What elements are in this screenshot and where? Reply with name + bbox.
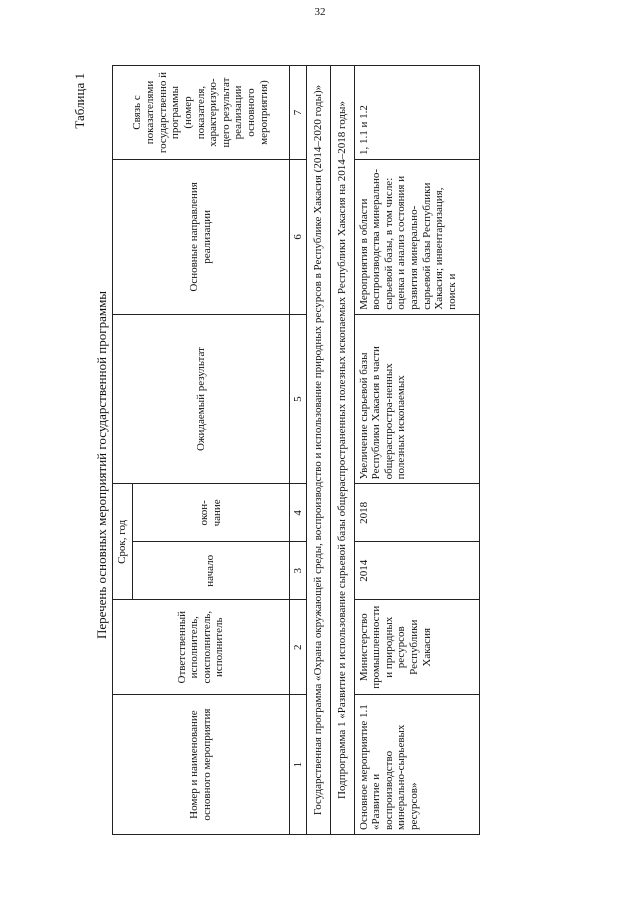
col-number: 1 xyxy=(289,694,307,834)
header-col5: Ожидаемый результат xyxy=(113,314,290,484)
header-col2: Ответственный исполнитель, соисполнитель, исполнитель xyxy=(113,599,290,694)
header-row xyxy=(113,65,133,834)
responsible-executor: Министерство промышленности и природных ресурсов Республики Хакасия xyxy=(354,599,479,694)
start-year: 2014 xyxy=(354,541,479,599)
col-number: 2 xyxy=(289,599,307,694)
col-number: 3 xyxy=(289,541,307,599)
program-title: Государственная программа «Охрана окружающей среды, воспроизводство и использование природных ресурсов в Республике Хакасия (2014–2020 годы)» xyxy=(307,65,331,834)
header-term-group: Срок, год xyxy=(113,483,133,599)
table-label: Таблица 1 xyxy=(72,72,87,129)
indicator-link: 1, 1.1 и 1.2 xyxy=(354,65,479,159)
col-number: 4 xyxy=(289,483,307,541)
header-end: окон- чание xyxy=(132,483,289,541)
column-number-row xyxy=(289,65,307,834)
header-col7: Связь с показателями государственно й программы (номер показателя, характеризую-щего результат реализации основного мероприятия) xyxy=(113,65,290,159)
measure-name: Основное мероприятие 1.1 «Развитие и воспроизводство минерально-сырьевых ресурсов» xyxy=(354,694,479,834)
main-directions: Мероприятия в области воспроизводства минерально-сырьевой базы, в том числе: оценка и анализ состояния и развития минерально-сырьевой базы Республики Хакасия; инвентаризация, поиск и xyxy=(354,159,479,314)
end-year: 2018 xyxy=(354,483,479,541)
header-col6: Основные направления реализации xyxy=(113,159,290,314)
header-start: начало xyxy=(132,541,289,599)
header-col1: Номер и наименование основного мероприятия xyxy=(113,694,290,834)
subprogram-row xyxy=(330,65,354,834)
col-number: 7 xyxy=(289,65,307,159)
subprogram-title: Подпрограмма 1 «Развитие и использование сырьевой базы общераспространенных полезных ископаемых Республики Хакасия на 2014–2018 годы» xyxy=(330,65,354,834)
col-number: 6 xyxy=(289,159,307,314)
program-row xyxy=(307,65,331,834)
table-row xyxy=(354,65,479,834)
page-number: 32 xyxy=(314,6,326,18)
measures-table xyxy=(112,65,480,835)
document-title: Перечень основных мероприятий государственной программы xyxy=(94,290,109,639)
rotated-page-content xyxy=(52,65,612,865)
col-number: 5 xyxy=(289,314,307,484)
expected-result: Увеличение сырьевой базы Республики Хакасия в части общераспростра-ненных полезных ископаемых xyxy=(354,314,479,484)
